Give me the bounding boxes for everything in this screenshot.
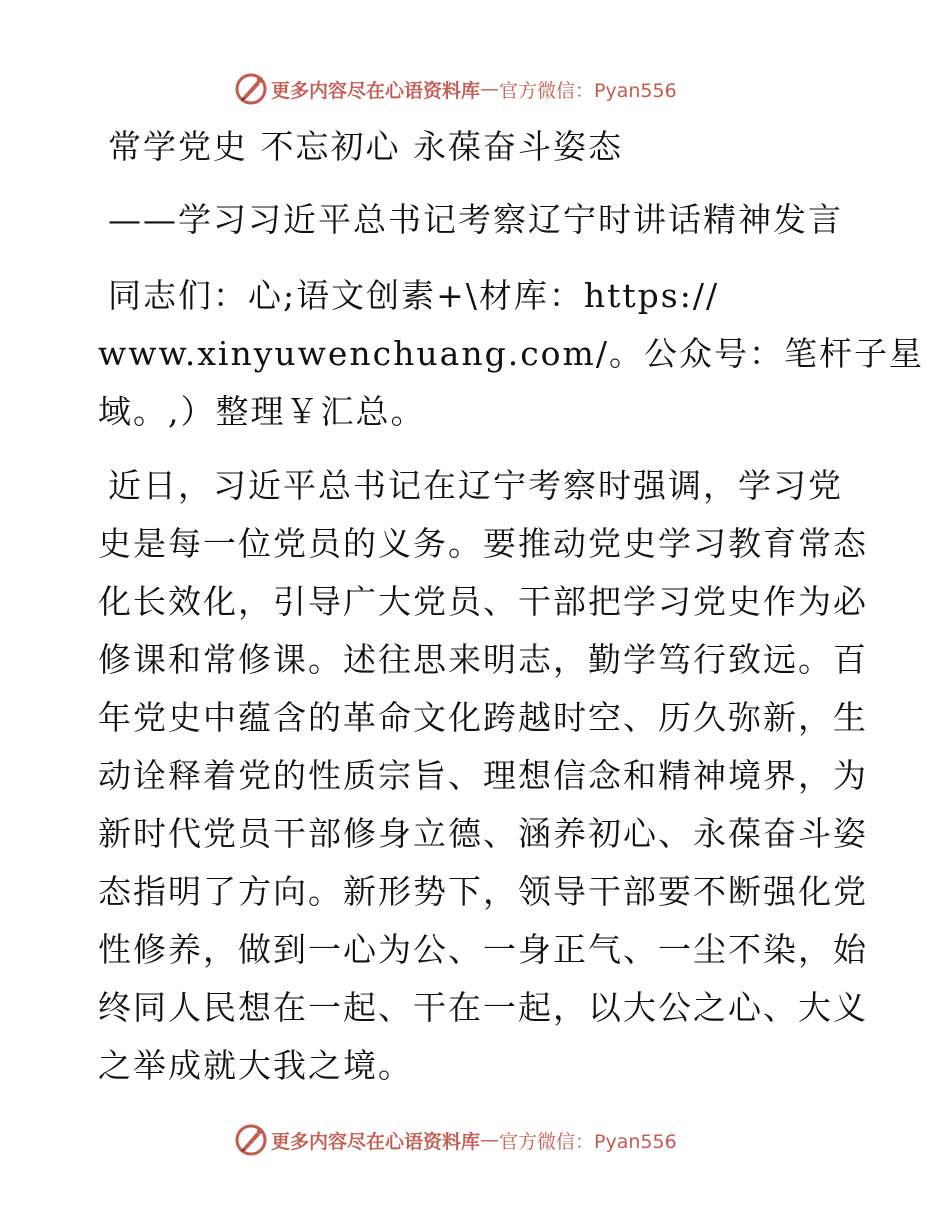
- banner-separator: —: [480, 1129, 500, 1151]
- source-line: www.xinyuwenchuang.com/。公众号：笔杆子星: [98, 334, 924, 373]
- document-subtitle: ——学习习近平总书记考察辽宁时讲话精神发言: [108, 200, 843, 239]
- body-line: 新时代党员干部修身立德、涵养初心、永葆奋斗姿: [98, 814, 868, 853]
- banner-handle: 官方微信：Pyan556: [499, 1130, 677, 1153]
- document-title: 常学党史 不忘初心 永葆奋斗姿态: [108, 127, 623, 166]
- banner-separator: —: [480, 78, 500, 100]
- footer-banner: [234, 1123, 677, 1157]
- body-line: 年党史中蕴含的革命文化跨越时空、历久弥新，生: [98, 698, 868, 737]
- banner-handle: 官方微信：Pyan556: [499, 79, 677, 102]
- source-line: 域。,）整理￥汇总。: [98, 392, 426, 431]
- pen-circle-icon: [234, 72, 268, 106]
- body-line: 性修养，做到一心为公、一身正气、一尘不染，始: [98, 930, 868, 969]
- body-line: 近日，习近平总书记在辽宁考察时强调，学习党: [108, 466, 843, 505]
- header-banner: [234, 72, 677, 106]
- body-line: 态指明了方向。新形势下，领导干部要不断强化党: [98, 872, 868, 911]
- body-line: 之举成就大我之境。: [98, 1046, 413, 1085]
- banner-main-text: 更多内容尽在心语资料库: [271, 1130, 481, 1153]
- pen-circle-icon: [234, 1123, 268, 1157]
- body-line: 动诠释着党的性质宗旨、理想信念和精神境界，为: [98, 756, 868, 795]
- body-line: 修课和常修课。述往思来明志，勤学笃行致远。百: [98, 640, 868, 679]
- body-line: 史是每一位党员的义务。要推动党史学习教育常态: [98, 524, 868, 563]
- banner-main-text: 更多内容尽在心语资料库: [271, 79, 481, 102]
- body-line: 终同人民想在一起、干在一起，以大公之心、大义: [98, 988, 868, 1027]
- body-line: 化长效化，引导广大党员、干部把学习党史作为必: [98, 582, 868, 621]
- source-line: 同志们：心;语文创素+\材库：https://: [108, 276, 720, 315]
